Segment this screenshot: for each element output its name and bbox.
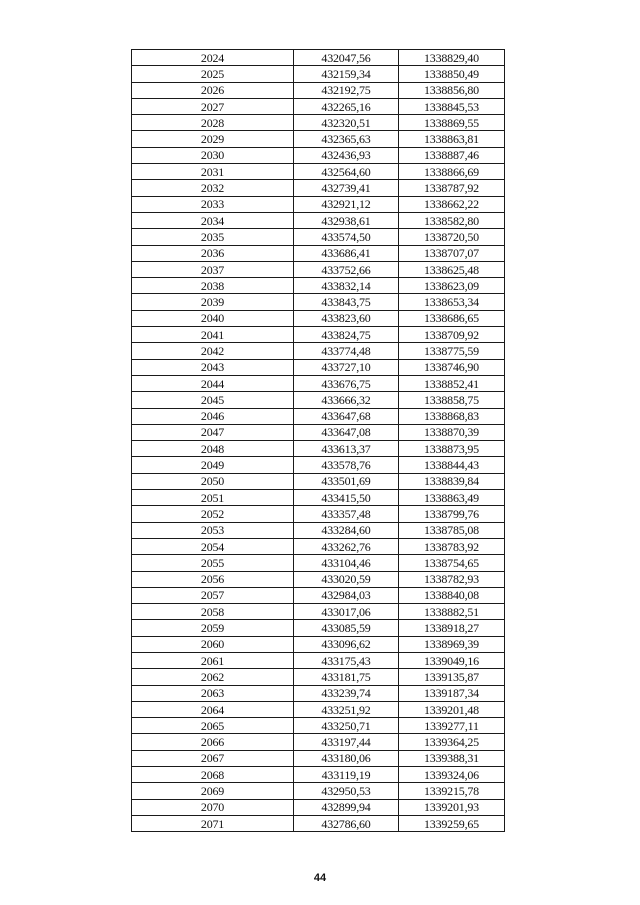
table-row xyxy=(132,50,505,66)
table-row xyxy=(132,587,505,603)
table-row xyxy=(132,375,505,391)
x-coordinate-cell: 432739,41 xyxy=(294,180,399,196)
y-coordinate-cell: 1338709,92 xyxy=(399,327,505,343)
point-number-cell: 2027 xyxy=(132,98,294,114)
table-row xyxy=(132,506,505,522)
table-row xyxy=(132,131,505,147)
x-coordinate-cell: 433085,59 xyxy=(294,620,399,636)
y-coordinate-cell: 1338782,93 xyxy=(399,571,505,587)
x-coordinate-cell: 432786,60 xyxy=(294,815,399,831)
x-coordinate-cell: 433666,32 xyxy=(294,392,399,408)
x-coordinate-cell: 433017,06 xyxy=(294,604,399,620)
y-coordinate-cell: 1339259,65 xyxy=(399,815,505,831)
x-coordinate-cell: 433752,66 xyxy=(294,261,399,277)
table-row xyxy=(132,783,505,799)
table-row xyxy=(132,620,505,636)
x-coordinate-cell: 432564,60 xyxy=(294,164,399,180)
y-coordinate-cell: 1338582,80 xyxy=(399,212,505,228)
point-number-cell: 2071 xyxy=(132,815,294,831)
point-number-cell: 2025 xyxy=(132,66,294,82)
point-number-cell: 2070 xyxy=(132,799,294,815)
table-row xyxy=(132,229,505,245)
x-coordinate-cell: 432436,93 xyxy=(294,147,399,163)
point-number-cell: 2024 xyxy=(132,50,294,66)
y-coordinate-cell: 1338775,59 xyxy=(399,343,505,359)
y-coordinate-cell: 1338969,39 xyxy=(399,636,505,652)
table-row xyxy=(132,180,505,196)
x-coordinate-cell: 433824,75 xyxy=(294,327,399,343)
x-coordinate-cell: 433647,08 xyxy=(294,424,399,440)
table-row xyxy=(132,115,505,131)
point-number-cell: 2034 xyxy=(132,212,294,228)
table-row xyxy=(132,750,505,766)
x-coordinate-cell: 433578,76 xyxy=(294,457,399,473)
point-number-cell: 2042 xyxy=(132,343,294,359)
table-row xyxy=(132,734,505,750)
x-coordinate-cell: 433262,76 xyxy=(294,538,399,554)
y-coordinate-cell: 1338720,50 xyxy=(399,229,505,245)
y-coordinate-cell: 1338863,81 xyxy=(399,131,505,147)
point-number-cell: 2040 xyxy=(132,310,294,326)
point-number-cell: 2043 xyxy=(132,359,294,375)
point-number-cell: 2038 xyxy=(132,278,294,294)
point-number-cell: 2039 xyxy=(132,294,294,310)
table-row xyxy=(132,490,505,506)
point-number-cell: 2056 xyxy=(132,571,294,587)
point-number-cell: 2061 xyxy=(132,652,294,668)
table-row xyxy=(132,408,505,424)
table-row xyxy=(132,66,505,82)
table-row xyxy=(132,701,505,717)
x-coordinate-cell: 432938,61 xyxy=(294,212,399,228)
point-number-cell: 2054 xyxy=(132,538,294,554)
y-coordinate-cell: 1338799,76 xyxy=(399,506,505,522)
table-row xyxy=(132,82,505,98)
x-coordinate-cell: 433251,92 xyxy=(294,701,399,717)
y-coordinate-cell: 1339388,31 xyxy=(399,750,505,766)
y-coordinate-cell: 1339201,48 xyxy=(399,701,505,717)
y-coordinate-cell: 1339187,34 xyxy=(399,685,505,701)
table-row xyxy=(132,799,505,815)
y-coordinate-cell: 1338787,92 xyxy=(399,180,505,196)
x-coordinate-cell: 432899,94 xyxy=(294,799,399,815)
y-coordinate-cell: 1339215,78 xyxy=(399,783,505,799)
x-coordinate-cell: 432950,53 xyxy=(294,783,399,799)
x-coordinate-cell: 432365,63 xyxy=(294,131,399,147)
y-coordinate-cell: 1338873,95 xyxy=(399,441,505,457)
x-coordinate-cell: 433647,68 xyxy=(294,408,399,424)
point-number-cell: 2068 xyxy=(132,767,294,783)
point-number-cell: 2059 xyxy=(132,620,294,636)
table-row xyxy=(132,196,505,212)
y-coordinate-cell: 1338918,27 xyxy=(399,620,505,636)
point-number-cell: 2053 xyxy=(132,522,294,538)
point-number-cell: 2047 xyxy=(132,424,294,440)
x-coordinate-cell: 433613,37 xyxy=(294,441,399,457)
y-coordinate-cell: 1338623,09 xyxy=(399,278,505,294)
point-number-cell: 2048 xyxy=(132,441,294,457)
y-coordinate-cell: 1338870,39 xyxy=(399,424,505,440)
y-coordinate-cell: 1338840,08 xyxy=(399,587,505,603)
point-number-cell: 2046 xyxy=(132,408,294,424)
x-coordinate-cell: 433727,10 xyxy=(294,359,399,375)
table-row xyxy=(132,441,505,457)
table-row xyxy=(132,147,505,163)
y-coordinate-cell: 1339135,87 xyxy=(399,669,505,685)
table-row xyxy=(132,424,505,440)
y-coordinate-cell: 1338866,69 xyxy=(399,164,505,180)
y-coordinate-cell: 1338858,75 xyxy=(399,392,505,408)
point-number-cell: 2069 xyxy=(132,783,294,799)
table-row xyxy=(132,718,505,734)
y-coordinate-cell: 1338852,41 xyxy=(399,375,505,391)
point-number-cell: 2031 xyxy=(132,164,294,180)
point-number-cell: 2041 xyxy=(132,327,294,343)
table-row xyxy=(132,555,505,571)
table-row xyxy=(132,245,505,261)
coordinates-table xyxy=(131,49,505,832)
y-coordinate-cell: 1339201,93 xyxy=(399,799,505,815)
x-coordinate-cell: 433181,75 xyxy=(294,669,399,685)
point-number-cell: 2057 xyxy=(132,587,294,603)
point-number-cell: 2064 xyxy=(132,701,294,717)
x-coordinate-cell: 432320,51 xyxy=(294,115,399,131)
x-coordinate-cell: 432047,56 xyxy=(294,50,399,66)
table-row xyxy=(132,392,505,408)
y-coordinate-cell: 1338662,22 xyxy=(399,196,505,212)
y-coordinate-cell: 1339049,16 xyxy=(399,652,505,668)
x-coordinate-cell: 433020,59 xyxy=(294,571,399,587)
x-coordinate-cell: 432159,34 xyxy=(294,66,399,82)
x-coordinate-cell: 433096,62 xyxy=(294,636,399,652)
x-coordinate-cell: 433357,48 xyxy=(294,506,399,522)
table-row xyxy=(132,212,505,228)
y-coordinate-cell: 1338844,43 xyxy=(399,457,505,473)
point-number-cell: 2062 xyxy=(132,669,294,685)
x-coordinate-cell: 433686,41 xyxy=(294,245,399,261)
table-row xyxy=(132,164,505,180)
point-number-cell: 2036 xyxy=(132,245,294,261)
y-coordinate-cell: 1338856,80 xyxy=(399,82,505,98)
y-coordinate-cell: 1338850,49 xyxy=(399,66,505,82)
y-coordinate-cell: 1338869,55 xyxy=(399,115,505,131)
x-coordinate-cell: 433774,48 xyxy=(294,343,399,359)
x-coordinate-cell: 433676,75 xyxy=(294,375,399,391)
table-row xyxy=(132,669,505,685)
coordinates-table-body xyxy=(132,50,505,832)
y-coordinate-cell: 1338829,40 xyxy=(399,50,505,66)
point-number-cell: 2052 xyxy=(132,506,294,522)
point-number-cell: 2037 xyxy=(132,261,294,277)
x-coordinate-cell: 433284,60 xyxy=(294,522,399,538)
point-number-cell: 2050 xyxy=(132,473,294,489)
y-coordinate-cell: 1338839,84 xyxy=(399,473,505,489)
table-row xyxy=(132,294,505,310)
table-row xyxy=(132,636,505,652)
table-row xyxy=(132,538,505,554)
x-coordinate-cell: 432984,03 xyxy=(294,587,399,603)
x-coordinate-cell: 432921,12 xyxy=(294,196,399,212)
table-row xyxy=(132,473,505,489)
y-coordinate-cell: 1338863,49 xyxy=(399,490,505,506)
point-number-cell: 2049 xyxy=(132,457,294,473)
y-coordinate-cell: 1338625,48 xyxy=(399,261,505,277)
y-coordinate-cell: 1338653,34 xyxy=(399,294,505,310)
table-row xyxy=(132,98,505,114)
point-number-cell: 2055 xyxy=(132,555,294,571)
table-row xyxy=(132,652,505,668)
point-number-cell: 2045 xyxy=(132,392,294,408)
y-coordinate-cell: 1338785,08 xyxy=(399,522,505,538)
table-row xyxy=(132,261,505,277)
x-coordinate-cell: 433180,06 xyxy=(294,750,399,766)
x-coordinate-cell: 433823,60 xyxy=(294,310,399,326)
y-coordinate-cell: 1339364,25 xyxy=(399,734,505,750)
table-row xyxy=(132,522,505,538)
y-coordinate-cell: 1338783,92 xyxy=(399,538,505,554)
x-coordinate-cell: 433197,44 xyxy=(294,734,399,750)
point-number-cell: 2030 xyxy=(132,147,294,163)
table-row xyxy=(132,343,505,359)
x-coordinate-cell: 433843,75 xyxy=(294,294,399,310)
x-coordinate-cell: 433104,46 xyxy=(294,555,399,571)
point-number-cell: 2035 xyxy=(132,229,294,245)
y-coordinate-cell: 1339324,06 xyxy=(399,767,505,783)
table-row xyxy=(132,310,505,326)
point-number-cell: 2051 xyxy=(132,490,294,506)
point-number-cell: 2026 xyxy=(132,82,294,98)
point-number-cell: 2033 xyxy=(132,196,294,212)
y-coordinate-cell: 1338845,53 xyxy=(399,98,505,114)
point-number-cell: 2067 xyxy=(132,750,294,766)
point-number-cell: 2029 xyxy=(132,131,294,147)
point-number-cell: 2058 xyxy=(132,604,294,620)
point-number-cell: 2044 xyxy=(132,375,294,391)
point-number-cell: 2063 xyxy=(132,685,294,701)
y-coordinate-cell: 1338887,46 xyxy=(399,147,505,163)
x-coordinate-cell: 433415,50 xyxy=(294,490,399,506)
y-coordinate-cell: 1338707,07 xyxy=(399,245,505,261)
point-number-cell: 2066 xyxy=(132,734,294,750)
table-row xyxy=(132,571,505,587)
table-row xyxy=(132,359,505,375)
x-coordinate-cell: 432192,75 xyxy=(294,82,399,98)
table-row xyxy=(132,685,505,701)
point-number-cell: 2060 xyxy=(132,636,294,652)
x-coordinate-cell: 433239,74 xyxy=(294,685,399,701)
table-row xyxy=(132,604,505,620)
y-coordinate-cell: 1338754,65 xyxy=(399,555,505,571)
x-coordinate-cell: 433832,14 xyxy=(294,278,399,294)
x-coordinate-cell: 433501,69 xyxy=(294,473,399,489)
y-coordinate-cell: 1338868,83 xyxy=(399,408,505,424)
y-coordinate-cell: 1339277,11 xyxy=(399,718,505,734)
page-number: 44 xyxy=(313,872,327,884)
y-coordinate-cell: 1338686,65 xyxy=(399,310,505,326)
x-coordinate-cell: 433574,50 xyxy=(294,229,399,245)
x-coordinate-cell: 432265,16 xyxy=(294,98,399,114)
point-number-cell: 2065 xyxy=(132,718,294,734)
table-row xyxy=(132,457,505,473)
point-number-cell: 2028 xyxy=(132,115,294,131)
point-number-cell: 2032 xyxy=(132,180,294,196)
x-coordinate-cell: 433175,43 xyxy=(294,652,399,668)
table-row xyxy=(132,767,505,783)
table-row xyxy=(132,815,505,831)
table-row xyxy=(132,327,505,343)
y-coordinate-cell: 1338882,51 xyxy=(399,604,505,620)
x-coordinate-cell: 433119,19 xyxy=(294,767,399,783)
y-coordinate-cell: 1338746,90 xyxy=(399,359,505,375)
table-row xyxy=(132,278,505,294)
x-coordinate-cell: 433250,71 xyxy=(294,718,399,734)
